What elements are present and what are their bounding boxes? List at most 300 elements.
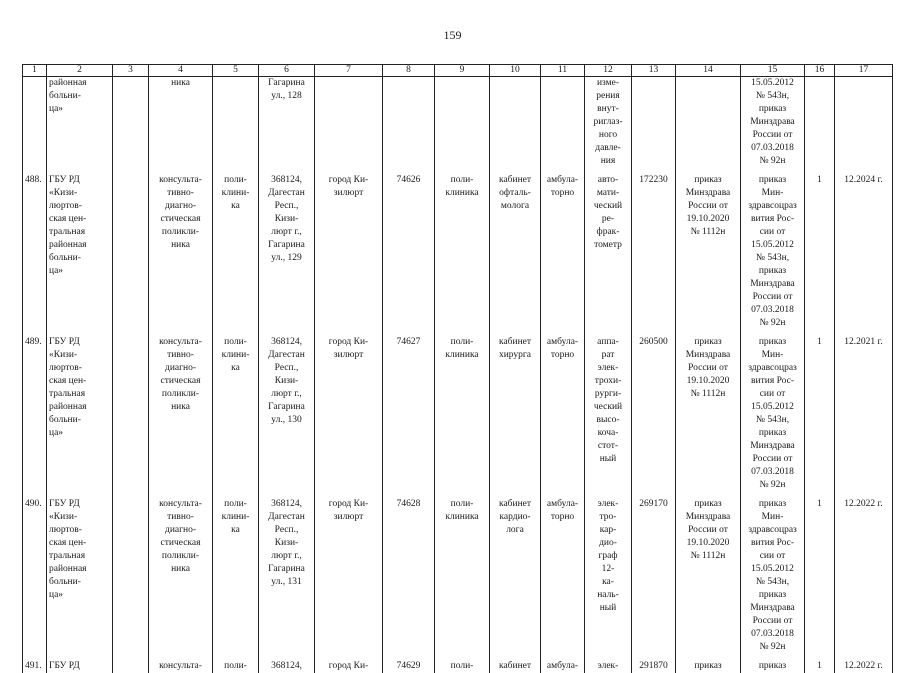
- column-number-header: 2: [47, 65, 113, 77]
- cell-text-line: больни-: [49, 414, 110, 427]
- cell-text-line: 488.: [25, 174, 44, 187]
- cell-text-line: № 543н,: [743, 414, 802, 427]
- cell-text-line: России от: [678, 362, 738, 375]
- table-cell: [315, 336, 383, 498]
- column-number-header: 4: [149, 65, 213, 77]
- cell-text-line: мати-: [587, 187, 629, 200]
- table-cell: [805, 336, 835, 498]
- table-cell: [435, 660, 490, 673]
- cell-text-line: ника: [151, 77, 210, 90]
- table-row: [23, 77, 893, 175]
- cell-text-line: ного: [587, 129, 629, 142]
- cell-text-line: 12.2024 г.: [837, 174, 890, 187]
- cell-text-line: изме-: [587, 77, 629, 90]
- cell-text-line: город Ки-: [317, 498, 380, 511]
- cell-text-line: 368124,: [261, 174, 312, 187]
- cell-text-line: поликли-: [151, 550, 210, 563]
- table-cell: [383, 77, 435, 175]
- cell-text-line: люрт г.,: [261, 226, 312, 239]
- cell-text-line: 1: [807, 174, 832, 187]
- cell-text-line: «Кизи-: [49, 349, 110, 362]
- cell-text-line: ка: [215, 362, 256, 375]
- cell-text-line: приказ: [743, 427, 802, 440]
- cell-text-line: приказ: [678, 336, 738, 349]
- cell-text-line: город Ки-: [317, 336, 380, 349]
- cell-text-line: тральная: [49, 550, 110, 563]
- cell-text-line: наль-: [587, 589, 629, 602]
- table-cell: [835, 660, 893, 673]
- table-cell: [835, 174, 893, 336]
- cell-text-line: № 1112н: [678, 388, 738, 401]
- cell-text-line: внут-: [587, 103, 629, 116]
- cell-text-line: Дагестан: [261, 349, 312, 362]
- cell-text-line: приказ: [743, 265, 802, 278]
- cell-text-line: приказ: [743, 103, 802, 116]
- cell-text-line: ГБУ РД: [49, 498, 110, 511]
- cell-text-line: 19.10.2020: [678, 537, 738, 550]
- cell-text-line: амбула-: [543, 498, 582, 511]
- cell-text-line: тральная: [49, 388, 110, 401]
- cell-text-line: здравсоцраз: [743, 362, 802, 375]
- cell-text-line: ния: [587, 155, 629, 168]
- cell-text-line: Дагестан: [261, 511, 312, 524]
- cell-text-line: клини-: [215, 187, 256, 200]
- column-number-header: 5: [213, 65, 259, 77]
- cell-text-line: вития Рос-: [743, 537, 802, 550]
- table-cell: [676, 498, 741, 660]
- table-cell: [23, 174, 47, 336]
- cell-text-line: 15.05.2012: [743, 401, 802, 414]
- cell-text-line: кабинет: [492, 174, 538, 187]
- table-cell: [149, 336, 213, 498]
- cell-text-line: 74626: [385, 174, 432, 187]
- cell-text-line: ника: [151, 401, 210, 414]
- table-cell: [585, 660, 632, 673]
- table-cell: [149, 498, 213, 660]
- cell-text-line: 1: [807, 498, 832, 511]
- cell-text-line: консульта-: [151, 336, 210, 349]
- cell-text-line: 12.2022 г.: [837, 660, 890, 673]
- table-cell: [632, 660, 676, 673]
- cell-text-line: офталь-: [492, 187, 538, 200]
- table-cell: [490, 660, 541, 673]
- cell-text-line: сии от: [743, 550, 802, 563]
- column-number-header: 15: [741, 65, 805, 77]
- table-cell: [632, 174, 676, 336]
- cell-text-line: Респ.,: [261, 200, 312, 213]
- cell-text-line: диагно-: [151, 524, 210, 537]
- table-cell: [383, 336, 435, 498]
- cell-text-line: ческий: [587, 401, 629, 414]
- cell-text-line: граф: [587, 550, 629, 563]
- cell-text-line: 74628: [385, 498, 432, 511]
- cell-text-line: риглаз-: [587, 116, 629, 129]
- cell-text-line: 19.10.2020: [678, 213, 738, 226]
- cell-text-line: поликли-: [151, 388, 210, 401]
- cell-text-line: рат: [587, 349, 629, 362]
- cell-text-line: хирурга: [492, 349, 538, 362]
- column-number-header: 6: [259, 65, 315, 77]
- table-cell: [435, 336, 490, 498]
- cell-text-line: кардио-: [492, 511, 538, 524]
- cell-text-line: амбула-: [543, 174, 582, 187]
- table-cell: [632, 498, 676, 660]
- cell-text-line: 19.10.2020: [678, 375, 738, 388]
- cell-text-line: элек-: [587, 498, 629, 511]
- column-number-header: 13: [632, 65, 676, 77]
- cell-text-line: № 92н: [743, 479, 802, 492]
- table-cell: [741, 660, 805, 673]
- table-cell: [490, 174, 541, 336]
- cell-text-line: 74629: [385, 660, 432, 673]
- table-cell: [490, 77, 541, 175]
- cell-text-line: клиника: [437, 349, 487, 362]
- cell-text-line: зилюрт: [317, 187, 380, 200]
- table-cell: [113, 660, 149, 673]
- table-cell: [435, 174, 490, 336]
- cell-text-line: Минздрава: [678, 511, 738, 524]
- table-cell: [47, 336, 113, 498]
- cell-text-line: Мин-: [743, 187, 802, 200]
- cell-text-line: ца»: [49, 427, 110, 440]
- cell-text-line: России от: [743, 129, 802, 142]
- table-cell: [315, 77, 383, 175]
- column-number-header: 8: [383, 65, 435, 77]
- table-row: [23, 660, 893, 673]
- cell-text-line: ГБУ РД: [49, 660, 110, 673]
- cell-text-line: ца»: [49, 589, 110, 602]
- table-cell: [47, 660, 113, 673]
- table-cell: [23, 498, 47, 660]
- cell-text-line: тро-: [587, 511, 629, 524]
- table-cell: [259, 77, 315, 175]
- cell-text-line: тральная: [49, 226, 110, 239]
- column-number-header: 11: [541, 65, 585, 77]
- cell-text-line: клини-: [215, 511, 256, 524]
- table-cell: [585, 498, 632, 660]
- cell-text-line: ца»: [49, 103, 110, 116]
- cell-text-line: клини-: [215, 349, 256, 362]
- page-number: 159: [0, 28, 905, 43]
- cell-text-line: Минздрава: [678, 349, 738, 362]
- cell-text-line: кар-: [587, 524, 629, 537]
- cell-text-line: ул., 131: [261, 576, 312, 589]
- cell-text-line: кабинет: [492, 336, 538, 349]
- cell-text-line: поли-: [437, 336, 487, 349]
- cell-text-line: Минздрава: [743, 278, 802, 291]
- table-cell: [113, 174, 149, 336]
- cell-text-line: торно: [543, 511, 582, 524]
- cell-text-line: ГБУ РД: [49, 336, 110, 349]
- column-number-header: 14: [676, 65, 741, 77]
- cell-text-line: приказ: [743, 660, 802, 673]
- table-cell: [113, 498, 149, 660]
- table-cell: [149, 77, 213, 175]
- table-cell: [259, 660, 315, 673]
- table-cell: [149, 660, 213, 673]
- cell-text-line: город Ки-: [317, 660, 380, 673]
- cell-text-line: № 543н,: [743, 90, 802, 103]
- cell-text-line: приказ: [743, 589, 802, 602]
- table-cell: [23, 77, 47, 175]
- cell-text-line: приказ: [743, 174, 802, 187]
- cell-text-line: районная: [49, 77, 110, 90]
- cell-text-line: № 92н: [743, 317, 802, 330]
- cell-text-line: поликли-: [151, 226, 210, 239]
- column-number-header: 1: [23, 65, 47, 77]
- table-cell: [805, 77, 835, 175]
- cell-text-line: стическая: [151, 213, 210, 226]
- cell-text-line: Кизи-: [261, 537, 312, 550]
- cell-text-line: высо-: [587, 414, 629, 427]
- table-cell: [113, 336, 149, 498]
- table-cell: [213, 336, 259, 498]
- cell-text-line: районная: [49, 401, 110, 414]
- cell-text-line: 172230: [634, 174, 673, 187]
- cell-text-line: 489.: [25, 336, 44, 349]
- cell-text-line: России от: [743, 291, 802, 304]
- cell-text-line: 491.: [25, 660, 44, 673]
- cell-text-line: ская цен-: [49, 213, 110, 226]
- table-cell: [47, 498, 113, 660]
- table-cell: [315, 174, 383, 336]
- cell-text-line: ул., 128: [261, 90, 312, 103]
- cell-text-line: ника: [151, 239, 210, 252]
- table-cell: [676, 174, 741, 336]
- cell-text-line: консульта-: [151, 498, 210, 511]
- cell-text-line: России от: [678, 524, 738, 537]
- table-cell: [835, 498, 893, 660]
- cell-text-line: люртов-: [49, 362, 110, 375]
- cell-text-line: № 543н,: [743, 576, 802, 589]
- table-row: [23, 498, 893, 660]
- cell-text-line: тивно-: [151, 511, 210, 524]
- table-cell: [315, 660, 383, 673]
- cell-text-line: № 92н: [743, 641, 802, 654]
- cell-text-line: № 1112н: [678, 226, 738, 239]
- cell-text-line: зилюрт: [317, 511, 380, 524]
- table-cell: [741, 174, 805, 336]
- cell-text-line: 15.05.2012: [743, 563, 802, 576]
- cell-text-line: ка: [215, 200, 256, 213]
- table-cell: [585, 336, 632, 498]
- cell-text-line: кабинет: [492, 660, 538, 673]
- cell-text-line: стическая: [151, 375, 210, 388]
- cell-text-line: 12.2022 г.: [837, 498, 890, 511]
- cell-text-line: элек-: [587, 362, 629, 375]
- cell-text-line: стическая: [151, 537, 210, 550]
- table-cell: [383, 498, 435, 660]
- cell-text-line: 291870: [634, 660, 673, 673]
- table-cell: [47, 77, 113, 175]
- cell-text-line: № 92н: [743, 155, 802, 168]
- cell-text-line: поли-: [215, 174, 256, 187]
- registry-table: [22, 64, 893, 673]
- cell-text-line: сии от: [743, 388, 802, 401]
- cell-text-line: ный: [587, 602, 629, 615]
- cell-text-line: рения: [587, 90, 629, 103]
- table-cell: [676, 660, 741, 673]
- cell-text-line: 12.2021 г.: [837, 336, 890, 349]
- cell-text-line: 15.05.2012: [743, 77, 802, 90]
- cell-text-line: Кизи-: [261, 375, 312, 388]
- cell-text-line: Мин-: [743, 349, 802, 362]
- cell-text-line: Мин-: [743, 511, 802, 524]
- table-cell: [315, 498, 383, 660]
- column-number-header: 7: [315, 65, 383, 77]
- table-cell: [23, 336, 47, 498]
- table-cell: [435, 498, 490, 660]
- cell-text-line: авто-: [587, 174, 629, 187]
- cell-text-line: Минздрава: [743, 116, 802, 129]
- cell-text-line: поли-: [215, 498, 256, 511]
- table-cell: [835, 336, 893, 498]
- cell-text-line: люртов-: [49, 200, 110, 213]
- cell-text-line: больни-: [49, 252, 110, 265]
- cell-text-line: тивно-: [151, 187, 210, 200]
- table-row: [23, 174, 893, 336]
- cell-text-line: люрт г.,: [261, 388, 312, 401]
- cell-text-line: зилюрт: [317, 349, 380, 362]
- table-cell: [113, 77, 149, 175]
- table-cell: [541, 174, 585, 336]
- table-body: [23, 77, 893, 673]
- cell-text-line: поли-: [215, 336, 256, 349]
- cell-text-line: торно: [543, 349, 582, 362]
- cell-text-line: 260500: [634, 336, 673, 349]
- cell-text-line: вития Рос-: [743, 213, 802, 226]
- cell-text-line: консульта-: [151, 660, 210, 673]
- cell-text-line: рурги-: [587, 388, 629, 401]
- cell-text-line: 269170: [634, 498, 673, 511]
- cell-text-line: 1: [807, 660, 832, 673]
- cell-text-line: 07.03.2018: [743, 142, 802, 155]
- cell-text-line: клиника: [437, 187, 487, 200]
- cell-text-line: 07.03.2018: [743, 304, 802, 317]
- cell-text-line: больни-: [49, 90, 110, 103]
- table-cell: [213, 498, 259, 660]
- cell-text-line: сии от: [743, 226, 802, 239]
- column-number-header: 12: [585, 65, 632, 77]
- cell-text-line: фрак-: [587, 226, 629, 239]
- cell-text-line: молога: [492, 200, 538, 213]
- table-cell: [541, 336, 585, 498]
- cell-text-line: дио-: [587, 537, 629, 550]
- table-cell: [541, 498, 585, 660]
- cell-text-line: кабинет: [492, 498, 538, 511]
- cell-text-line: консульта-: [151, 174, 210, 187]
- table-cell: [541, 660, 585, 673]
- cell-text-line: Минздрава: [743, 440, 802, 453]
- cell-text-line: ка-: [587, 576, 629, 589]
- table-cell: [676, 77, 741, 175]
- table-cell: [541, 77, 585, 175]
- cell-text-line: ца»: [49, 265, 110, 278]
- cell-text-line: 15.05.2012: [743, 239, 802, 252]
- cell-text-line: приказ: [743, 336, 802, 349]
- table-cell: [213, 77, 259, 175]
- cell-text-line: ческий: [587, 200, 629, 213]
- cell-text-line: Минздрава: [743, 602, 802, 615]
- table-cell: [490, 336, 541, 498]
- table-cell: [383, 660, 435, 673]
- table-cell: [490, 498, 541, 660]
- table-cell: [632, 336, 676, 498]
- cell-text-line: аппа-: [587, 336, 629, 349]
- table-cell: [805, 498, 835, 660]
- cell-text-line: торно: [543, 187, 582, 200]
- cell-text-line: люртов-: [49, 524, 110, 537]
- cell-text-line: приказ: [743, 498, 802, 511]
- cell-text-line: поли-: [437, 660, 487, 673]
- cell-text-line: 368124,: [261, 498, 312, 511]
- cell-text-line: 368124,: [261, 660, 312, 673]
- table-cell: [632, 77, 676, 175]
- cell-text-line: 490.: [25, 498, 44, 511]
- cell-text-line: Дагестан: [261, 187, 312, 200]
- cell-text-line: диагно-: [151, 362, 210, 375]
- cell-text-line: № 1112н: [678, 550, 738, 563]
- cell-text-line: Гагарина: [261, 239, 312, 252]
- cell-text-line: трохи-: [587, 375, 629, 388]
- table-cell: [585, 77, 632, 175]
- cell-text-line: амбула-: [543, 336, 582, 349]
- cell-text-line: кочa-: [587, 427, 629, 440]
- cell-text-line: приказ: [678, 660, 738, 673]
- table-cell: [383, 174, 435, 336]
- cell-text-line: стот-: [587, 440, 629, 453]
- cell-text-line: «Кизи-: [49, 187, 110, 200]
- cell-text-line: здравсоцраз: [743, 200, 802, 213]
- cell-text-line: Гагарина: [261, 401, 312, 414]
- cell-text-line: 07.03.2018: [743, 466, 802, 479]
- table-cell: [676, 336, 741, 498]
- cell-text-line: клиника: [437, 511, 487, 524]
- cell-text-line: № 543н,: [743, 252, 802, 265]
- cell-text-line: ника: [151, 563, 210, 576]
- cell-text-line: приказ: [678, 498, 738, 511]
- cell-text-line: Гагарина: [261, 563, 312, 576]
- table-cell: [805, 660, 835, 673]
- cell-text-line: поли-: [437, 174, 487, 187]
- table-cell: [149, 174, 213, 336]
- table-cell: [213, 660, 259, 673]
- cell-text-line: ный: [587, 453, 629, 466]
- cell-text-line: 368124,: [261, 336, 312, 349]
- table-row: [23, 336, 893, 498]
- cell-text-line: 07.03.2018: [743, 628, 802, 641]
- cell-text-line: ул., 130: [261, 414, 312, 427]
- cell-text-line: тометр: [587, 239, 629, 252]
- cell-text-line: «Кизи-: [49, 511, 110, 524]
- cell-text-line: поли-: [437, 498, 487, 511]
- cell-text-line: поли-: [215, 660, 256, 673]
- cell-text-line: амбула-: [543, 660, 582, 673]
- cell-text-line: Респ.,: [261, 524, 312, 537]
- column-number-header: 3: [113, 65, 149, 77]
- cell-text-line: здравсоцраз: [743, 524, 802, 537]
- cell-text-line: ка: [215, 524, 256, 537]
- cell-text-line: Минздрава: [678, 187, 738, 200]
- table-cell: [47, 174, 113, 336]
- cell-text-line: больни-: [49, 576, 110, 589]
- cell-text-line: России от: [743, 615, 802, 628]
- table-cell: [835, 77, 893, 175]
- cell-text-line: ре-: [587, 213, 629, 226]
- cell-text-line: России от: [743, 453, 802, 466]
- cell-text-line: ская цен-: [49, 375, 110, 388]
- cell-text-line: районная: [49, 563, 110, 576]
